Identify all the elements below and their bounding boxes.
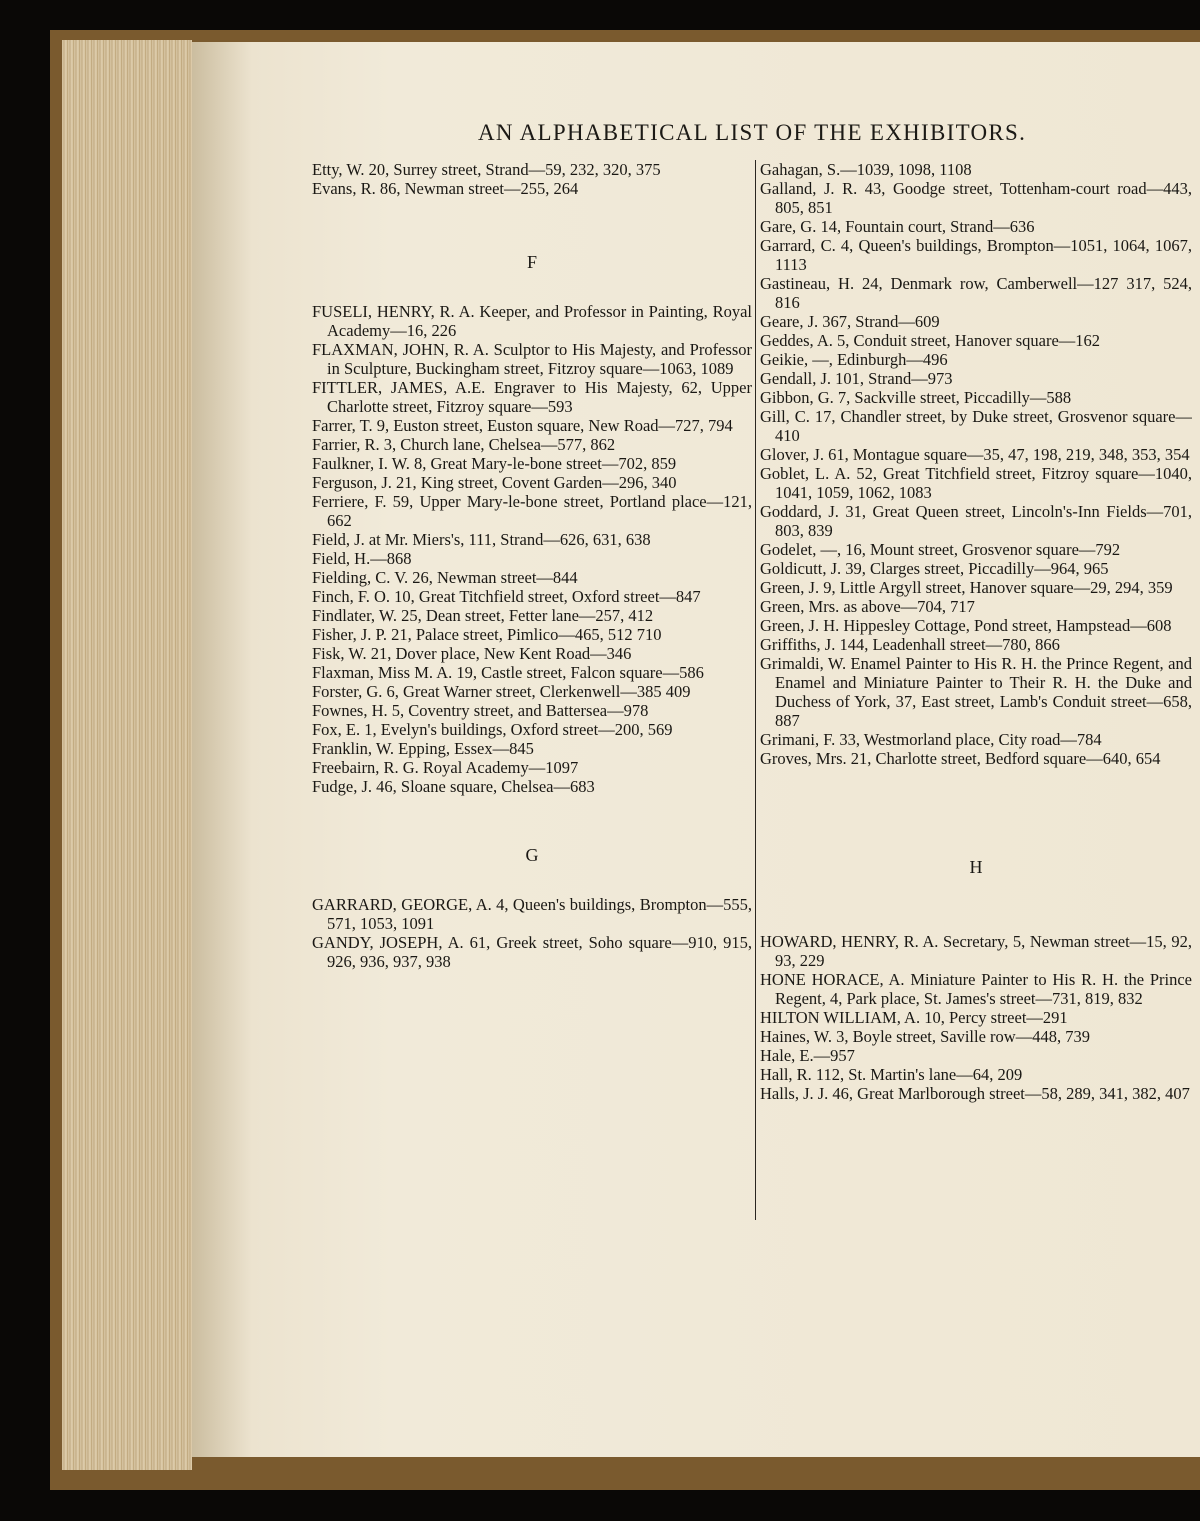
section-h-entries — [760, 932, 1192, 1103]
entry: Ferguson, J. 21, King street, Covent Garden—296, 340 — [312, 473, 677, 492]
entry: Godelet, —, 16, Mount street, Grosvenor square—792 — [760, 540, 1121, 559]
entry: Haines, W. 3, Boyle street, Saville row—448, 739 — [760, 1027, 1090, 1046]
entry: Forster, G. 6, Great Warner street, Clerkenwell—385 409 — [312, 682, 691, 701]
entry: Gendall, J. 101, Strand—973 — [760, 369, 953, 388]
entry: Fownes, H. 5, Coventry street, and Battersea—978 — [312, 701, 649, 720]
entry: Grimaldi, W. Enamel Painter to His R. H. the Prince Regent, and Enamel and Miniature Painter to Their R. H. the Duke and Duchess of York, 37, East street, Lamb's Conduit street—658, 887 — [760, 654, 1192, 730]
entry: Galland, J. R. 43, Goodge street, Tottenham-court road—443, 805, 851 — [760, 179, 1192, 217]
page-header: AN ALPHABETICAL LIST OF THE EXHIBITORS. — [478, 120, 1027, 145]
entry: Garrard, C. 4, Queen's buildings, Brompton—1051, 1064, 1067, 1113 — [760, 236, 1192, 274]
left-column — [312, 160, 752, 971]
entry: FLAXMAN, JOHN, R. A. Sculptor to His Majesty, and Professor in Sculpture, Buckingham street, Fitzroy square—1063, 1089 — [312, 340, 752, 378]
entry: HILTON WILLIAM, A. 10, Percy street—291 — [760, 1008, 1068, 1027]
entry: Finch, F. O. 10, Great Titchfield street, Oxford street—847 — [312, 587, 701, 606]
entry: Freebairn, R. G. Royal Academy—1097 — [312, 758, 579, 777]
entry: Grimani, F. 33, Westmorland place, City road—784 — [760, 730, 1102, 749]
entry: Gahagan, S.—1039, 1098, 1108 — [760, 160, 972, 179]
right-column — [760, 160, 1192, 1103]
entry: Field, J. at Mr. Miers's, 111, Strand—626, 631, 638 — [312, 530, 651, 549]
entry: Goldicutt, J. 39, Clarges street, Piccadilly—964, 965 — [760, 559, 1109, 578]
entry: FUSELI, HENRY, R. A. Keeper, and Professor in Painting, Royal Academy—16, 226 — [312, 302, 752, 340]
entry: Halls, J. J. 46, Great Marlborough street—58, 289, 341, 382, 407 — [760, 1084, 1190, 1103]
entry: HOWARD, HENRY, R. A. Secretary, 5, Newman street—15, 92, 93, 229 — [760, 932, 1192, 970]
entry: Ferriere, F. 59, Upper Mary-le-bone street, Portland place—121, 662 — [312, 492, 752, 530]
entry: Gibbon, G. 7, Sackville street, Piccadilly—588 — [760, 388, 1072, 407]
entry: Franklin, W. Epping, Essex—845 — [312, 739, 534, 758]
entry: Gare, G. 14, Fountain court, Strand—636 — [760, 217, 1035, 236]
entry: Griffiths, J. 144, Leadenhall street—780, 866 — [760, 635, 1060, 654]
entry: Fielding, C. V. 26, Newman street—844 — [312, 568, 578, 587]
entry: Groves, Mrs. 21, Charlotte street, Bedford square—640, 654 — [760, 749, 1161, 768]
left-top-entries — [312, 160, 752, 198]
entry: Farrier, R. 3, Church lane, Chelsea—577, 862 — [312, 435, 616, 454]
entry: Faulkner, I. W. 8, Great Mary-le-bone street—702, 859 — [312, 454, 677, 473]
entry: Field, H.—868 — [312, 549, 412, 568]
entry: Hall, R. 112, St. Martin's lane—64, 209 — [760, 1065, 1023, 1084]
entry: Findlater, W. 25, Dean street, Fetter lane—257, 412 — [312, 606, 654, 625]
entry: GARRARD, GEORGE, A. 4, Queen's buildings, Brompton—555, 571, 1053, 1091 — [312, 895, 752, 933]
entry: Green, J. H. Hippesley Cottage, Pond street, Hampstead—608 — [760, 616, 1172, 635]
section-f-entries — [312, 302, 752, 796]
entry: Gastineau, H. 24, Denmark row, Camberwell—127 317, 524, 816 — [760, 274, 1192, 312]
entry: Fisher, J. P. 21, Palace street, Pimlico—465, 512 710 — [312, 625, 662, 644]
entry: Glover, J. 61, Montague square—35, 47, 198, 219, 348, 353, 354 — [760, 445, 1190, 464]
entry: Geare, J. 367, Strand—609 — [760, 312, 940, 331]
entry: Farrer, T. 9, Euston street, Euston square, New Road—727, 794 — [312, 416, 733, 435]
entry: Etty, W. 20, Surrey street, Strand—59, 232, 320, 375 — [312, 160, 661, 179]
entry: Fudge, J. 46, Sloane square, Chelsea—683 — [312, 777, 595, 796]
entry: Gill, C. 17, Chandler street, by Duke street, Grosvenor square—410 — [760, 407, 1192, 445]
entry: GANDY, JOSEPH, A. 61, Greek street, Soho square—910, 915, 926, 936, 937, 938 — [312, 933, 752, 971]
entry: Green, Mrs. as above—704, 717 — [760, 597, 975, 616]
entry: Goddard, J. 31, Great Queen street, Lincoln's-Inn Fields—701, 803, 839 — [760, 502, 1192, 540]
entry: HONE HORACE, A. Miniature Painter to His R. H. the Prince Regent, 4, Park place, St. James's street—731, 819, 832 — [760, 970, 1192, 1008]
entry: Flaxman, Miss M. A. 19, Castle street, Falcon square—586 — [312, 663, 704, 682]
entry: Fox, E. 1, Evelyn's buildings, Oxford street—200, 569 — [312, 720, 673, 739]
entry: Hale, E.—957 — [760, 1046, 855, 1065]
section-g-entries-right — [760, 160, 1192, 768]
entry: Evans, R. 86, Newman street—255, 264 — [312, 179, 579, 198]
entry: FITTLER, JAMES, A.E. Engraver to His Majesty, 62, Upper Charlotte street, Fitzroy square—593 — [312, 378, 752, 416]
column-rule — [755, 160, 756, 1220]
section-letter-g: G — [525, 845, 539, 865]
entry: Geddes, A. 5, Conduit street, Hanover square—162 — [760, 331, 1101, 350]
entry: Fisk, W. 21, Dover place, New Kent Road—346 — [312, 644, 632, 663]
section-letter-f: F — [526, 252, 537, 272]
page-edges — [62, 40, 192, 1470]
entry: Green, J. 9, Little Argyll street, Hanover square—29, 294, 359 — [760, 578, 1173, 597]
section-g-entries-left — [312, 895, 752, 971]
entry: Goblet, L. A. 52, Great Titchfield street, Fitzroy square—1040, 1041, 1059, 1062, 1083 — [760, 464, 1192, 502]
section-letter-h: H — [969, 857, 983, 877]
entry: Geikie, —, Edinburgh—496 — [760, 350, 948, 369]
